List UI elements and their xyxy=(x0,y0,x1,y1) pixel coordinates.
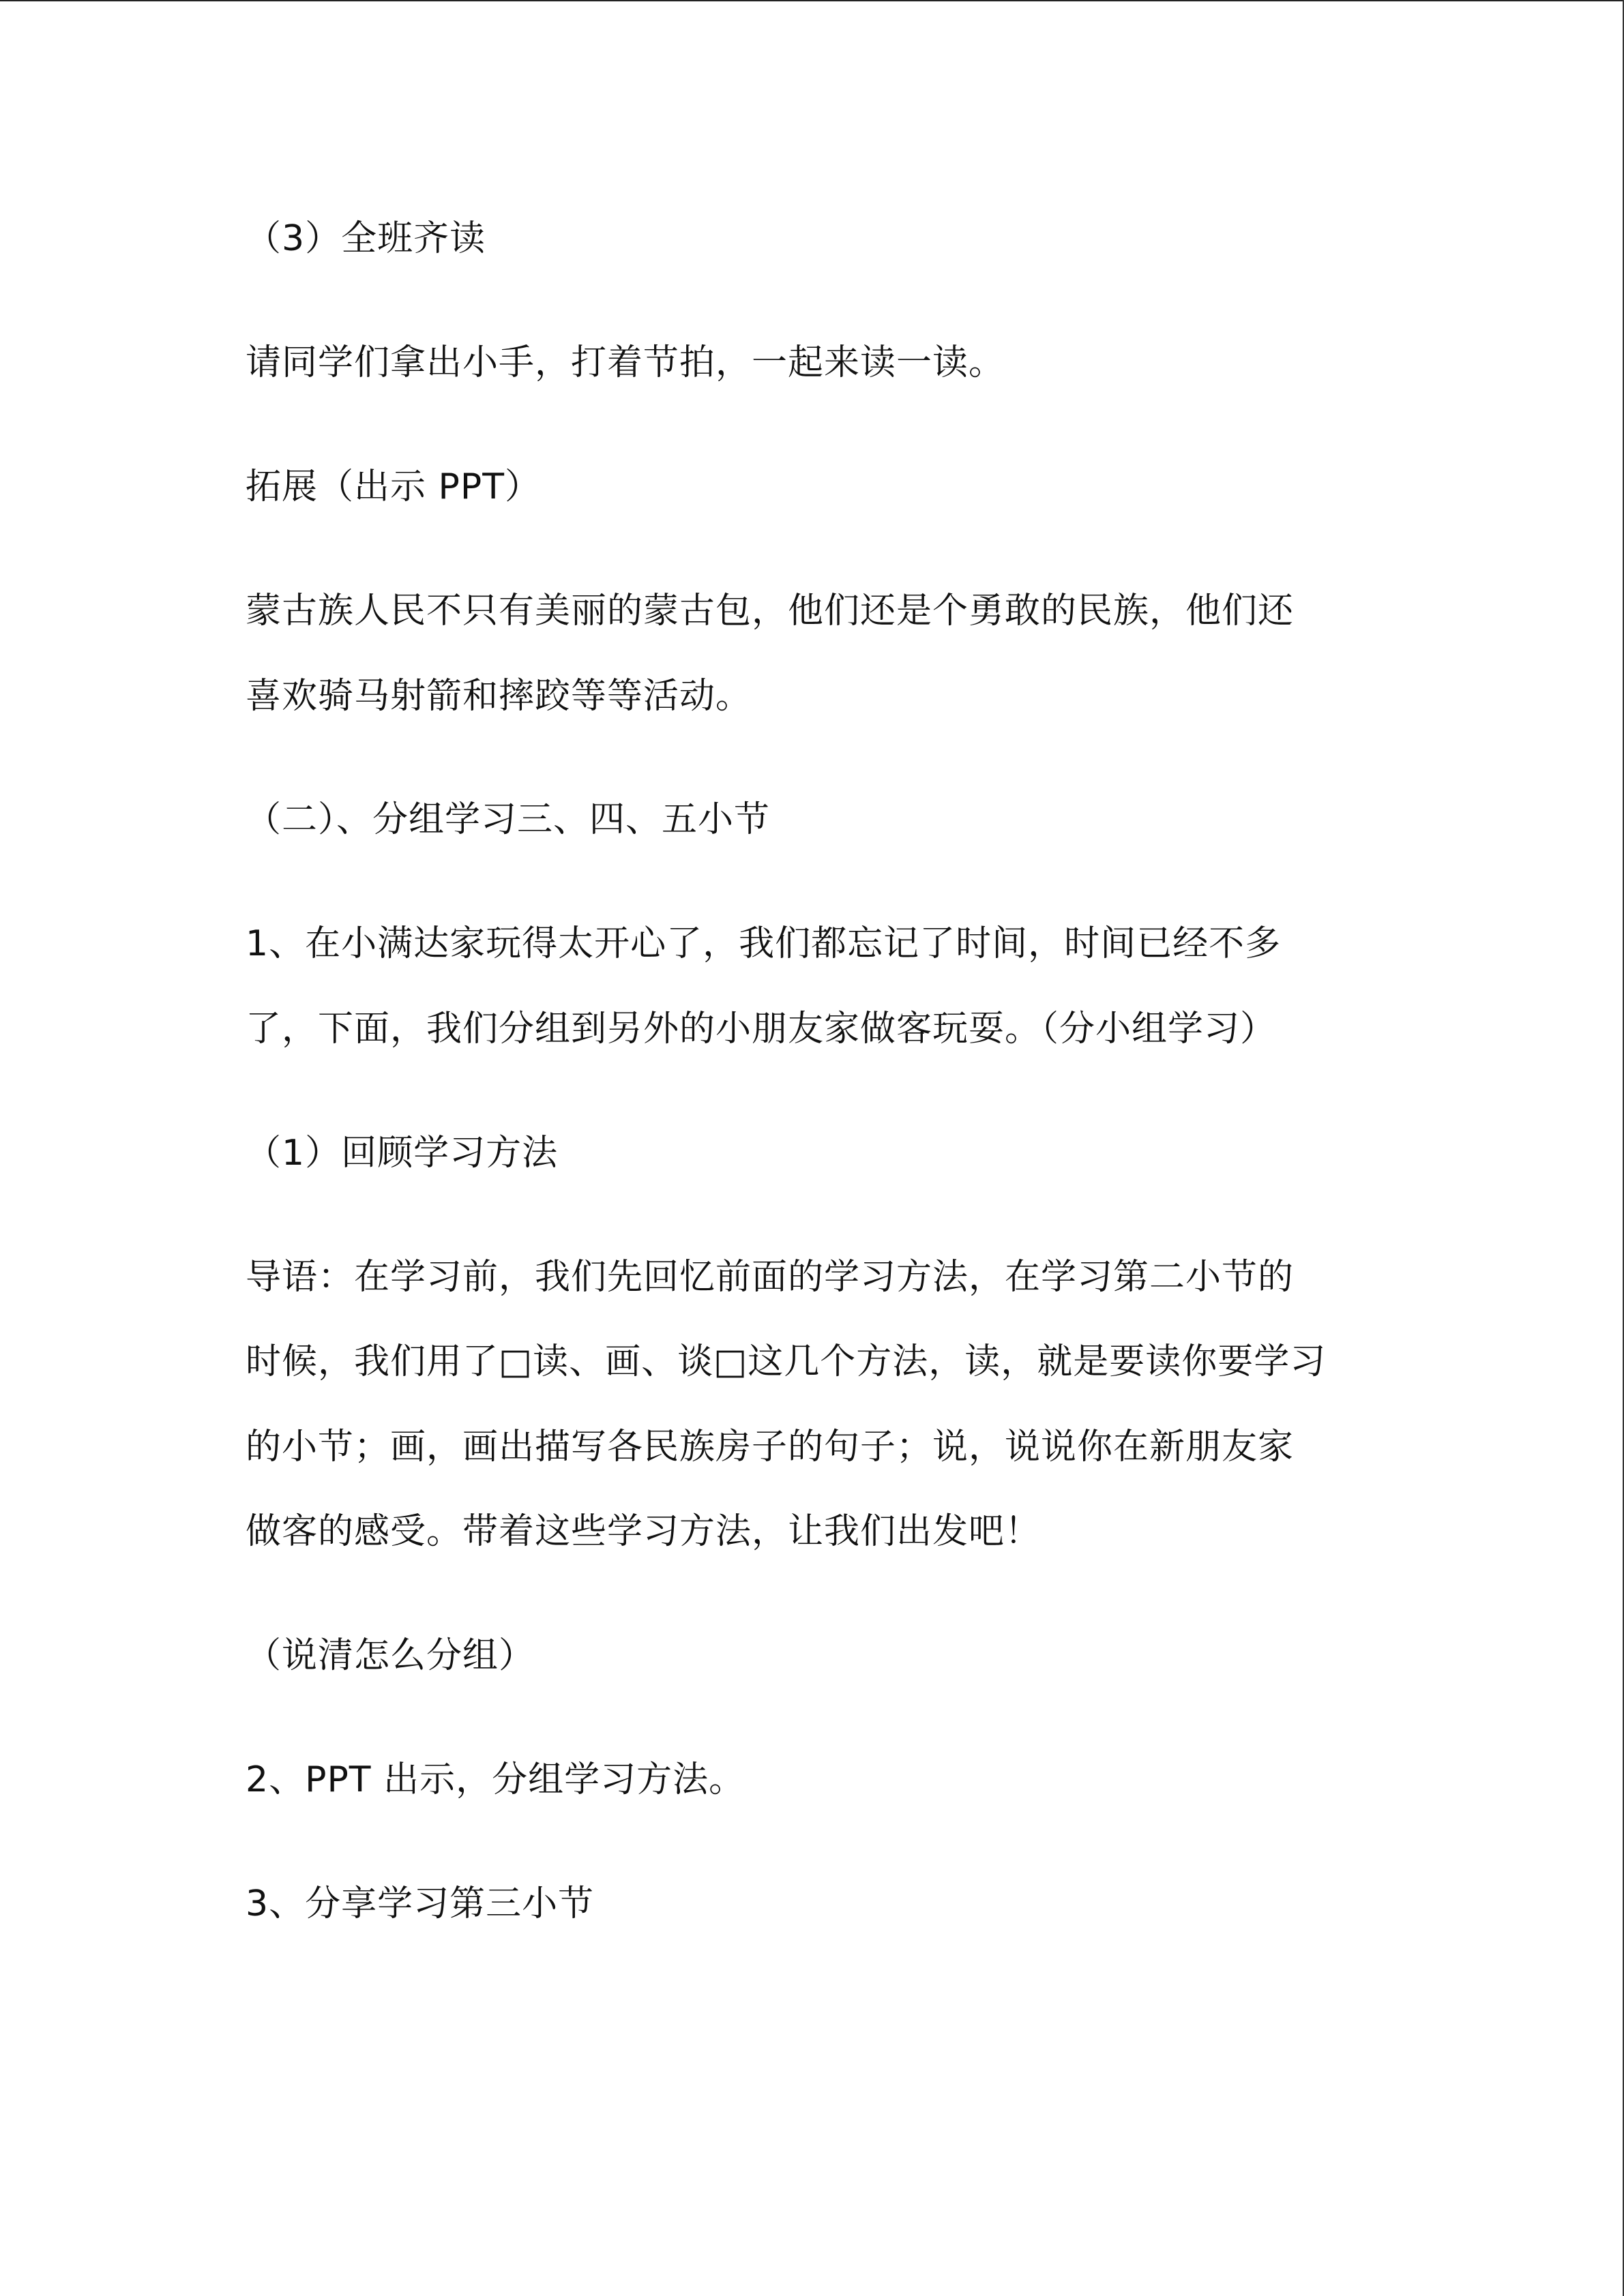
page-top-border xyxy=(0,0,1624,1)
paragraph-intro-line-2: 时候，我们用了□读、画、谈□这几个方法，读，就是要读你要学习 xyxy=(246,1341,1327,1382)
paragraph-clap-rhythm: 请同学们拿出小手，打着节拍，一起来读一读。 xyxy=(246,342,1005,383)
heading-whole-class-reading: （3）全班齐读 xyxy=(246,218,486,259)
paragraph-xiaomanda-line-2: 了，下面，我们分组到另外的小朋友家做客玩耍。（分小组学习） xyxy=(246,1009,1277,1049)
heading-review-methods: （1）回顾学习方法 xyxy=(246,1133,559,1174)
paragraph-intro-line-4: 做客的感受。带着这些学习方法，让我们出发吧！ xyxy=(246,1511,1042,1552)
heading-group-study: （二）、分组学习三、四、五小节 xyxy=(246,799,771,840)
paragraph-intro-line-3: 的小节；画，画出描写各民族房子的句子；说，说说你在新朋友家 xyxy=(246,1427,1295,1467)
paragraph-xiaomanda-line-1: 1、在小满达家玩得太开心了，我们都忘记了时间，时间已经不多 xyxy=(246,923,1282,964)
paragraph-mongolian-line-1: 蒙古族人民不只有美丽的蒙古包，他们还是个勇敢的民族，他们还 xyxy=(246,591,1295,631)
note-explain-grouping: （说清怎么分组） xyxy=(246,1635,535,1676)
paragraph-mongolian-line-2: 喜欢骑马射箭和摔跤等等活动。 xyxy=(246,676,752,717)
item-ppt-group-methods: 2、PPT 出示，分组学习方法。 xyxy=(246,1759,745,1800)
item-share-third-section: 3、分享学习第三小节 xyxy=(246,1883,595,1924)
paragraph-intro-line-1: 导语：在学习前，我们先回忆前面的学习方法，在学习第二小节的 xyxy=(246,1257,1295,1298)
heading-extension-ppt: 拓展（出示 PPT） xyxy=(246,466,542,507)
